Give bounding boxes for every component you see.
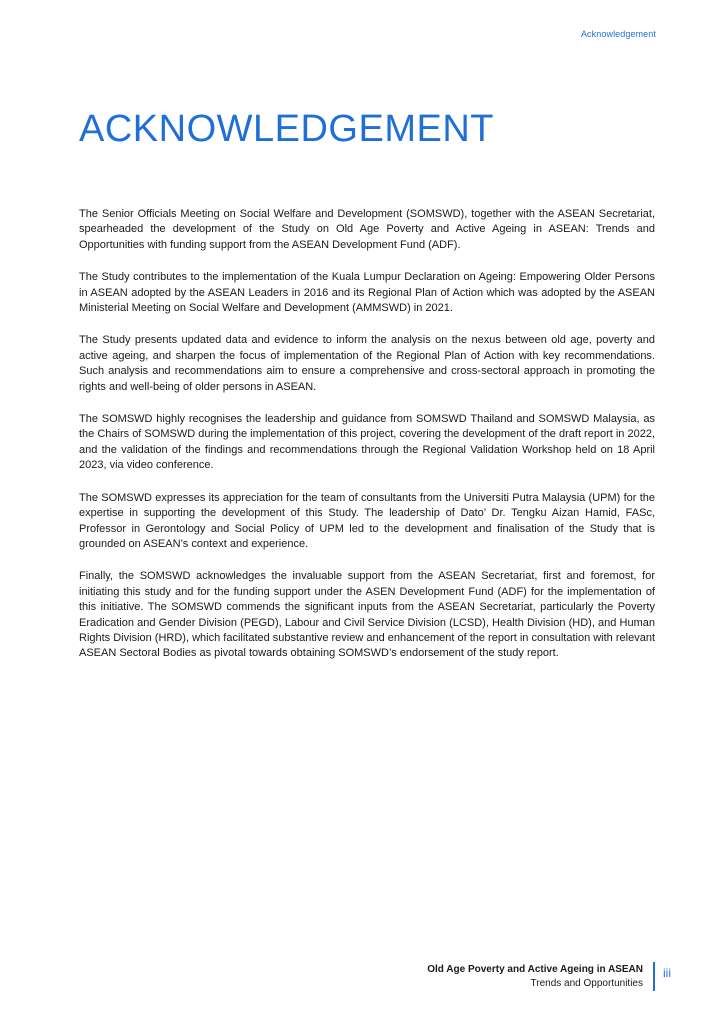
- page-title: ACKNOWLEDGEMENT: [79, 108, 494, 150]
- footer-divider: [653, 962, 655, 991]
- running-header: Acknowledgement: [580, 29, 656, 39]
- page-number: iii: [663, 966, 671, 980]
- footer-title: Old Age Poverty and Active Ageing in ASEAN: [427, 964, 643, 975]
- paragraph-2: The Study contributes to the implementation of the Kuala Lumpur Declaration on Ageing: Empowering Older Persons in ASEAN adopted by the ASEAN Leaders in 2016 and its Regional Plan of Action which was adopted by the ASEAN Ministerial Meeting on Social Welfare and Development (AMMSWD) in 2021.: [79, 271, 655, 315]
- paragraph-3: The Study presents updated data and evidence to inform the analysis on the nexus between old age, poverty and active ageing, and sharpen the focus of implementation of the Regional Plan of Action with key recommendations. Such analysis and recommendations aim to ensure a comprehensive and cross-sectoral approach in promoting the rights and well-being of older persons in ASEAN.: [79, 334, 655, 393]
- paragraph-4: The SOMSWD highly recognises the leadership and guidance from SOMSWD Thailand and SOMSWD Malaysia, as the Chairs of SOMSWD during the implementation of this project, covering the development of the draft report in 2022, and the validation of the findings and recommendations through the Regional Validation Workshop held on 18 April 2023, via video conference.: [79, 413, 655, 472]
- paragraph-5: The SOMSWD expresses its appreciation for the team of consultants from the Universiti Putra Malaysia (UPM) for the expertise in supporting the development of this Study. The leadership of Dato’ Dr. Tengku Aizan Hamid, FASc, Professor in Gerontology and Social Policy of UPM led to the development and finalisation of the Study that is grounded on ASEAN’s context and experience.: [79, 491, 655, 550]
- footer-subtitle: Trends and Opportunities: [530, 978, 643, 989]
- paragraph-6: Finally, the SOMSWD acknowledges the invaluable support from the ASEAN Secretariat, first and foremost, for initiating this study and for the funding support under the ASEN Development Fund (ADF) for the implementation of this initiative. The SOMSWD commends the significant inputs from the ASEAN Secretariat, particularly the Poverty Eradication and Gender Division (PEGD), Labour and Civil Service Division (LCSD), Health Division (HD), and Human Rights Division (HRD), which facilitated substantive review and enhancement of the report in consultation with relevant ASEAN Sectoral Bodies as pivotal towards obtaining SOMSWD’s endorsement of the study report.: [79, 570, 655, 660]
- paragraph-1: The Senior Officials Meeting on Social Welfare and Development (SOMSWD), together with the ASEAN Secretariat, spearheaded the development of the Study on Old Age Poverty and Active Ageing in ASEAN: Trends and Opportunities with funding support from the ASEAN Development Fund (ADF).: [79, 208, 655, 251]
- footer: [427, 963, 643, 991]
- body-text: [79, 207, 655, 679]
